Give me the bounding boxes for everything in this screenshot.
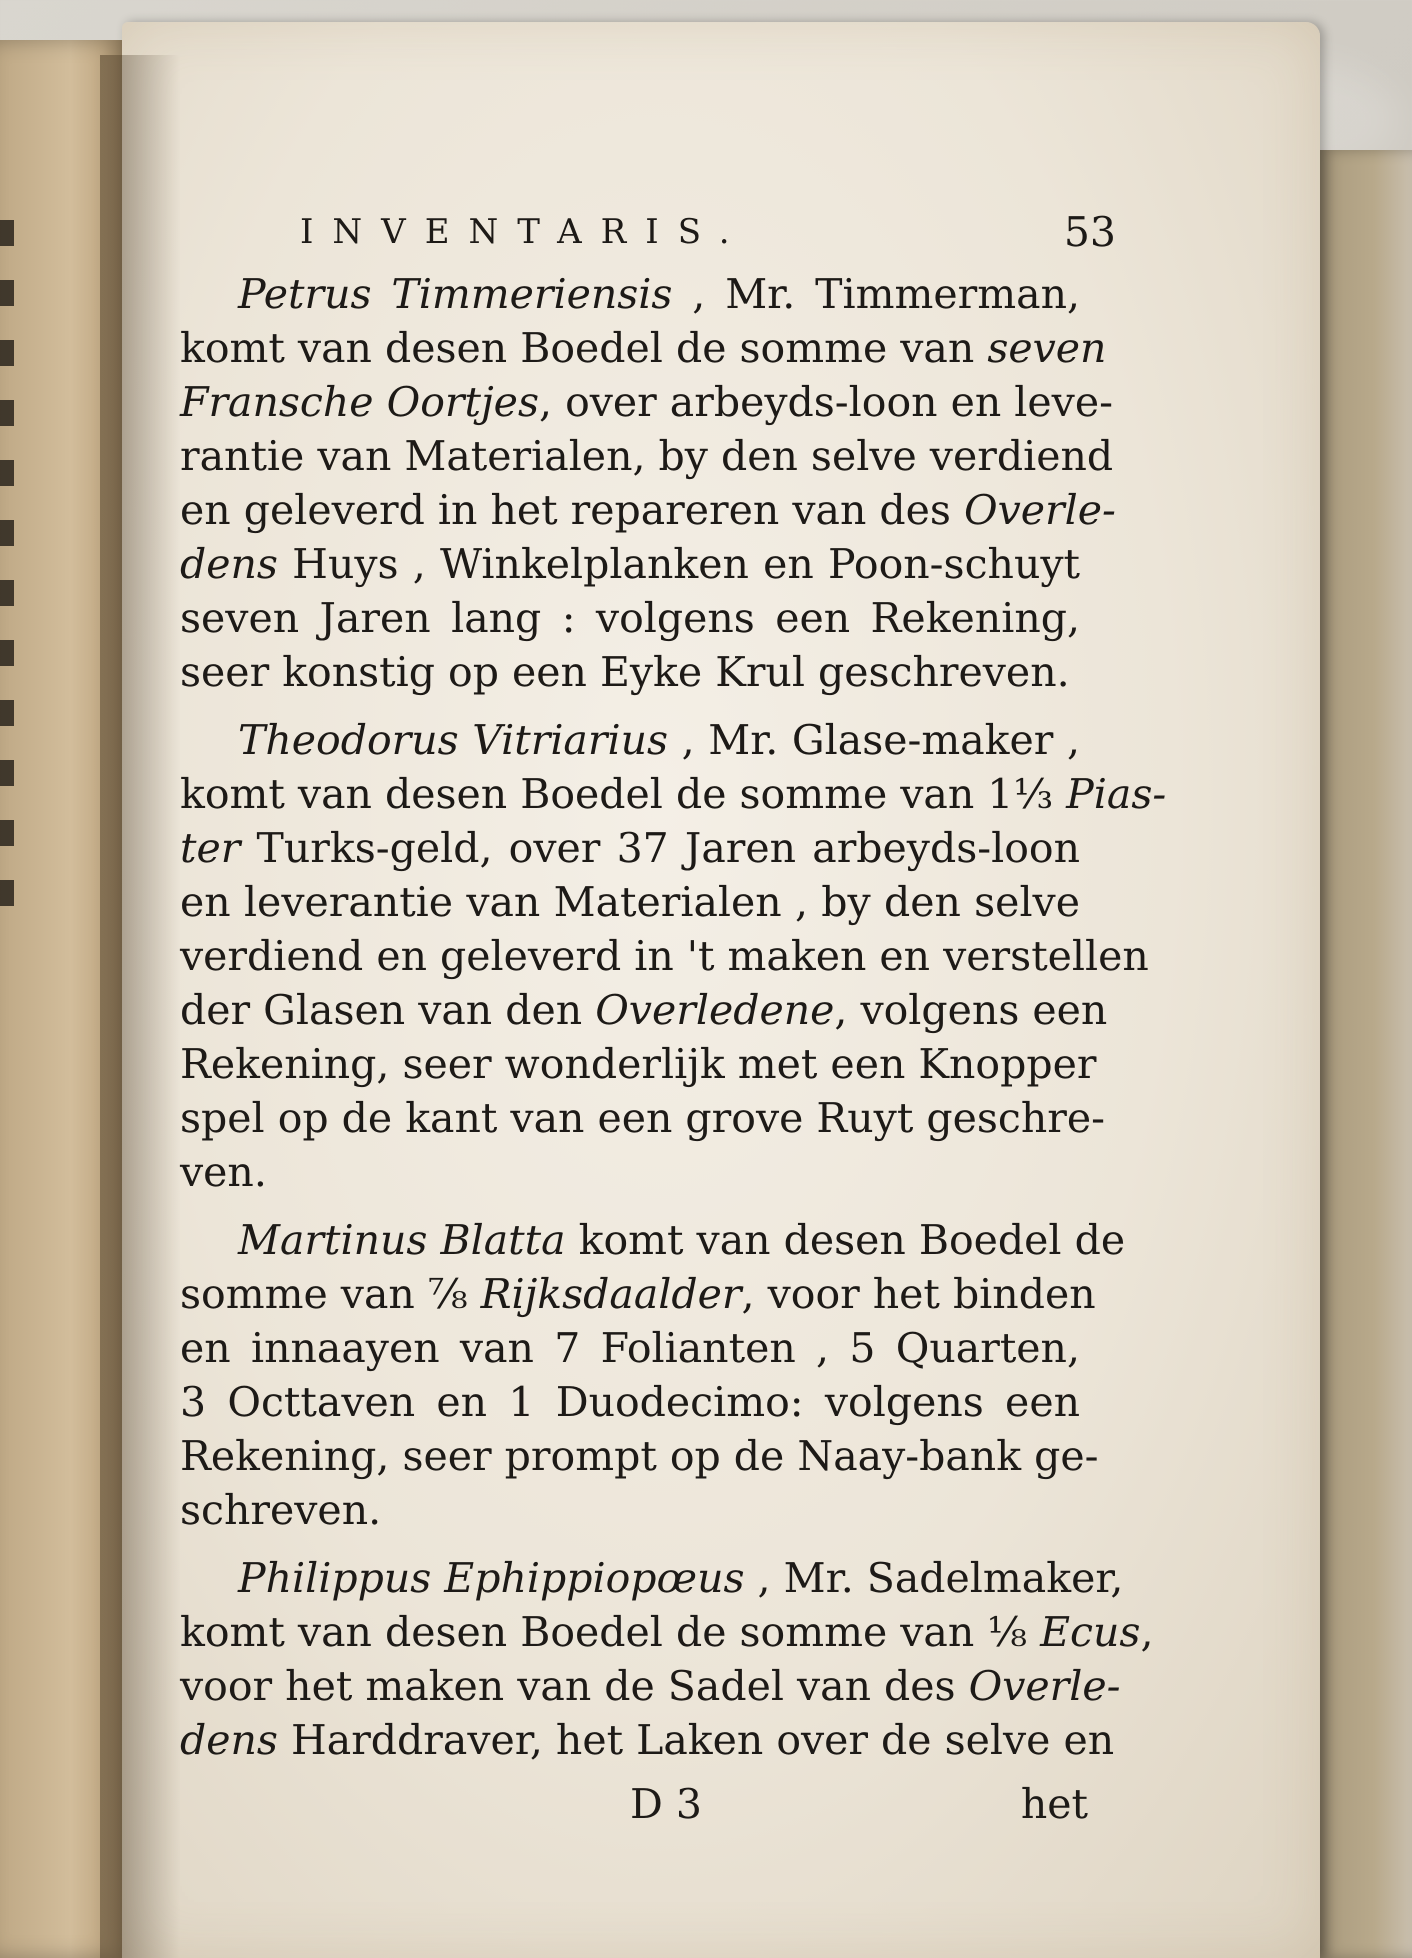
- text-run: schreven.: [180, 1486, 382, 1534]
- text-run: somme van ⅞: [180, 1270, 481, 1318]
- text-line: [180, 1037, 1097, 1091]
- italic-text: Rijksdaalder: [480, 1270, 742, 1318]
- italic-text: ter: [180, 824, 241, 872]
- text-line: [180, 1605, 1154, 1659]
- text-line: [180, 929, 1149, 983]
- left-page-text-edge: [0, 220, 14, 940]
- text-run: Harddraver, het Laken over de selve en: [277, 1716, 1115, 1764]
- italic-text: Overle-: [963, 486, 1116, 534]
- text-run: , Mr. Timmerman,: [672, 270, 1081, 318]
- italic-text: Overledene: [595, 986, 835, 1034]
- text-run: Turks-geld, over 37 Jaren arbeyds-loon: [240, 824, 1080, 872]
- text-run: seer konstig op een Eyke Krul geschreven.: [180, 648, 1070, 696]
- running-head: [180, 205, 1116, 259]
- text-line: [180, 821, 1080, 875]
- italic-text: Philippus Ephippiopœus: [238, 1554, 745, 1602]
- catchword: het: [1020, 1780, 1088, 1828]
- text-line: [180, 1375, 1080, 1429]
- italic-text: seven: [987, 324, 1107, 372]
- text-line: [180, 1713, 1115, 1767]
- text-run: ven.: [180, 1148, 267, 1196]
- text-line: [180, 1145, 1080, 1199]
- running-head-title: INVENTARIS.: [300, 212, 749, 252]
- italic-text: Petrus Timmeriensis: [238, 270, 673, 318]
- text-line: [180, 645, 1080, 699]
- text-line: [180, 875, 1080, 929]
- text-line: [180, 1483, 1080, 1537]
- italic-text: Theodorus Vitriarius: [238, 716, 669, 764]
- text-run: , volgens een: [834, 986, 1108, 1034]
- text-run: en geleverd in het repareren van des: [180, 486, 964, 534]
- text-line: [180, 321, 1107, 375]
- gutter-shadow: [100, 55, 180, 1958]
- text-run: voor het maken van de Sadel van des: [180, 1662, 969, 1710]
- text-run: en leverantie van Materialen , by den selve: [180, 878, 1080, 926]
- text-run: Huys , Winkelplanken en Poon-schuyt: [277, 540, 1080, 588]
- text-line: [180, 267, 1080, 321]
- text-line: [180, 713, 1080, 767]
- text-line: [180, 537, 1080, 591]
- text-run: Rekening, seer wonderlijk met een Knopper: [180, 1040, 1097, 1088]
- text-run: verdiend en geleverd in 't maken en verstellen: [180, 932, 1149, 980]
- text-run: , Mr. Sadelmaker,: [744, 1554, 1124, 1602]
- text-line: [180, 983, 1108, 1037]
- text-run: komt van desen Boedel de somme van ⅛: [180, 1608, 1041, 1656]
- italic-text: Martinus Blatta: [238, 1216, 566, 1264]
- text-run: spel op de kant van een grove Ruyt geschre-: [180, 1094, 1105, 1142]
- text-line: [180, 591, 1080, 645]
- page-number: 53: [1063, 208, 1116, 256]
- text-line: [180, 1551, 1124, 1605]
- body-text: [180, 267, 1167, 1767]
- text-run: en innaayen van 7 Folianten , 5 Quarten,: [180, 1324, 1080, 1372]
- text-line: [180, 429, 1114, 483]
- text-line: [180, 1429, 1099, 1483]
- text-run: komt van desen Boedel de somme van 1⅓: [180, 770, 1067, 818]
- text-run: seven Jaren lang : volgens een Rekening,: [180, 594, 1080, 642]
- book-page: [122, 22, 1320, 1958]
- page-text-block: [180, 205, 1167, 1833]
- text-line: [180, 1213, 1126, 1267]
- signature-mark: D 3: [630, 1780, 702, 1828]
- text-line: [180, 375, 1113, 429]
- text-line: [180, 767, 1167, 821]
- text-run: komt van desen Boedel de: [565, 1216, 1126, 1264]
- text-run: rantie van Materialen, by den selve verdiend: [180, 432, 1114, 480]
- text-run: , Mr. Glase-maker ,: [668, 716, 1080, 764]
- text-run: der Glasen van den: [180, 986, 596, 1034]
- text-run: Rekening, seer prompt op de Naay-bank ge-: [180, 1432, 1099, 1480]
- book-back-board: [1318, 150, 1412, 1958]
- italic-text: Overle-: [968, 1662, 1121, 1710]
- text-line: [180, 483, 1116, 537]
- italic-text: Pias-: [1066, 770, 1167, 818]
- text-run: , voor het binden: [741, 1270, 1096, 1318]
- text-line: [180, 1267, 1096, 1321]
- italic-text: dens: [180, 540, 278, 588]
- text-run: komt van desen Boedel de somme van: [180, 324, 988, 372]
- text-run: , over arbeyds-loon en leve-: [539, 378, 1113, 426]
- italic-text: Fransche Oortjes: [180, 378, 539, 426]
- page-footer: [180, 1777, 1088, 1833]
- text-line: [180, 1091, 1105, 1145]
- text-run: 3 Octtaven en 1 Duodecimo: volgens een: [180, 1378, 1080, 1426]
- text-run: ,: [1140, 1608, 1154, 1656]
- text-line: [180, 1659, 1121, 1713]
- italic-text: Ecus: [1040, 1608, 1141, 1656]
- text-line: [180, 1321, 1080, 1375]
- italic-text: dens: [180, 1716, 278, 1764]
